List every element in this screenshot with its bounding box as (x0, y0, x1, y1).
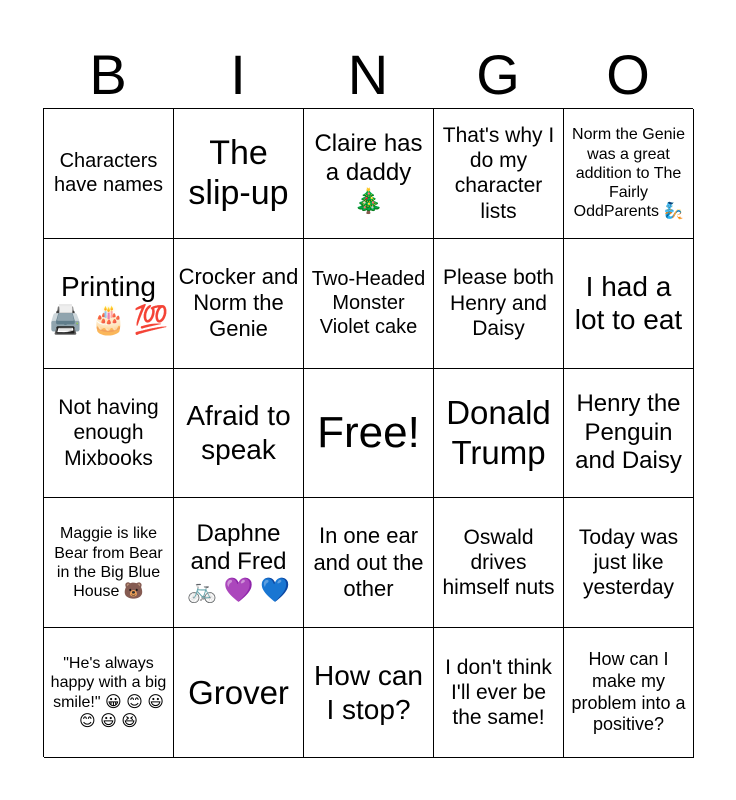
cell-text: Claire has a daddy 🎄 (314, 130, 423, 215)
bingo-cell[interactable] (564, 498, 694, 628)
cell-text: Two-Headed Monster Violet cake (311, 268, 426, 339)
cell-text: Henry the Penguin and Daisy (575, 389, 682, 475)
bingo-cell[interactable] (434, 628, 564, 758)
title-letter-i: I (230, 43, 246, 106)
bingo-board (43, 108, 693, 757)
bingo-cell[interactable] (44, 628, 174, 758)
bingo-cell[interactable] (174, 498, 304, 628)
bingo-cell[interactable] (304, 498, 434, 628)
cell-text: Norm the Genie was a great addition to The Fairly OddParents 🧞 (572, 126, 685, 221)
cell-text: "He's always happy with a big smile!" 😀 😊 😃 😊 😃 😆 (50, 655, 167, 730)
cell-text: Donald Trump (446, 394, 551, 471)
cell-text: I don't think I'll ever be the same! (445, 655, 552, 730)
bingo-cell[interactable] (434, 498, 564, 628)
bingo-cell[interactable] (564, 109, 694, 239)
bingo-cell[interactable] (44, 369, 174, 499)
bingo-cell[interactable] (174, 628, 304, 758)
cell-text: Afraid to speak (186, 400, 291, 465)
bingo-cell[interactable] (434, 109, 564, 239)
bingo-cell[interactable] (564, 628, 694, 758)
cell-text: Crocker and Norm the Genie (178, 263, 299, 342)
bingo-cell[interactable] (564, 239, 694, 369)
bingo-cell[interactable] (304, 239, 434, 369)
cell-text: That's why I do my character lists (442, 124, 555, 223)
title-letter-n: N (347, 43, 389, 106)
bingo-cell-free[interactable] (304, 369, 434, 499)
bingo-cell[interactable] (434, 239, 564, 369)
cell-text: Not having enough Mixbooks (58, 396, 159, 470)
bingo-cell[interactable] (174, 109, 304, 239)
bingo-cell[interactable] (304, 109, 434, 239)
cell-text: Printing 🖨️ 🎂 💯 (48, 270, 169, 336)
cell-text: Free! (317, 407, 420, 457)
bingo-cell[interactable] (44, 109, 174, 239)
cell-text: Characters have names (54, 150, 163, 197)
cell-text: Oswald drives himself nuts (442, 526, 555, 600)
cell-text: How can I make my problem into a positive? (571, 649, 686, 735)
cell-text: Daphne and Fred 🚲 💜 💙 (187, 519, 290, 605)
title-letter-b: B (89, 43, 127, 106)
title-letter-g: G (476, 43, 520, 106)
cell-text: The slip-up (188, 133, 289, 213)
cell-text: Grover (188, 673, 289, 711)
bingo-cell[interactable] (174, 239, 304, 369)
cell-text: I had a lot to eat (574, 270, 683, 336)
bingo-title (43, 42, 693, 108)
bingo-cell[interactable] (174, 369, 304, 499)
bingo-cell[interactable] (44, 239, 174, 369)
cell-text: Maggie is like Bear from Bear in the Big Blue House 🐻 (54, 525, 163, 600)
bingo-cell[interactable] (564, 369, 694, 499)
title-letter-o: O (606, 43, 650, 106)
bingo-cell[interactable] (434, 369, 564, 499)
cell-text: Today was just like yesterday (578, 526, 679, 600)
bingo-cell[interactable] (304, 628, 434, 758)
cell-text: Please both Henry and Daisy (443, 266, 554, 340)
cell-text: In one ear and out the other (313, 523, 424, 601)
cell-text: How can I stop? (314, 659, 423, 725)
bingo-cell[interactable] (44, 498, 174, 628)
